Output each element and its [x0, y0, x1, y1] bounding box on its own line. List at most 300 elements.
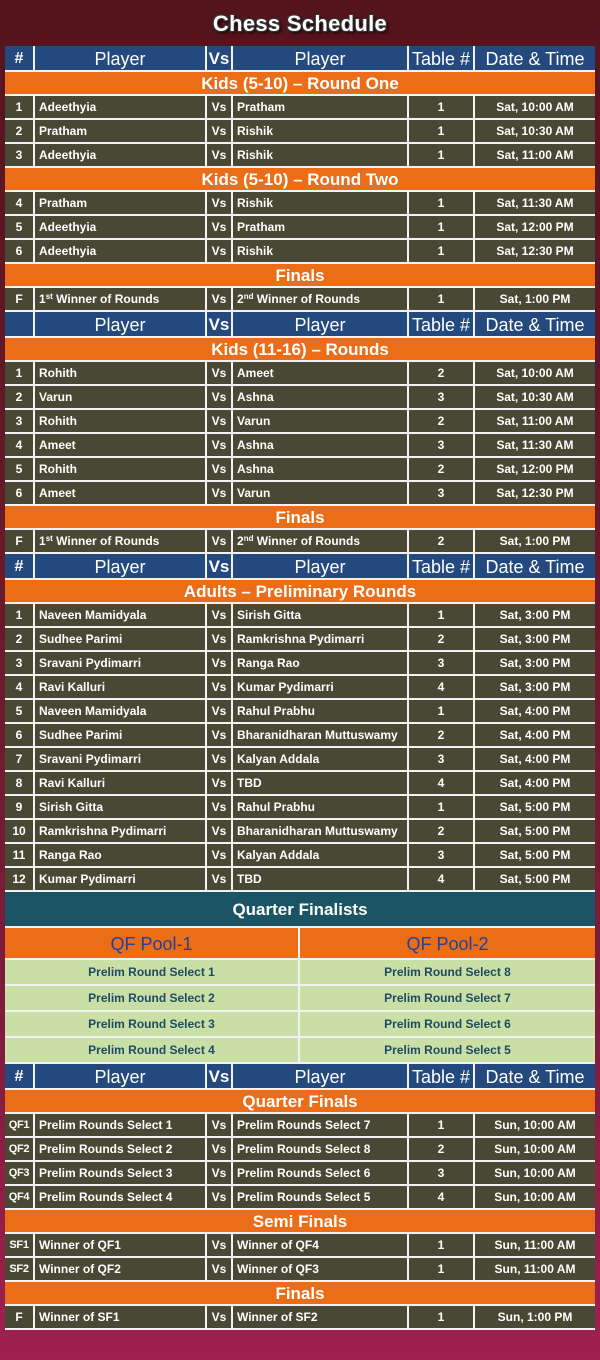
match-table: 2 — [409, 628, 475, 650]
match-num: F — [5, 288, 35, 310]
schedule-page — [5, 0, 595, 1330]
match-time: Sat, 3:00 PM — [499, 632, 571, 646]
match-vs: Vs — [207, 1306, 233, 1328]
header-table: Table # — [409, 1064, 475, 1088]
table-row — [5, 652, 595, 676]
match-vs: Vs — [207, 96, 233, 118]
match-vs: Vs — [207, 288, 233, 310]
match-table: 1 — [409, 120, 475, 142]
quarter-finals-rows — [5, 1114, 595, 1210]
match-num: F — [5, 530, 35, 552]
header-vs: Vs — [207, 554, 233, 578]
match-player2: Rishik — [233, 144, 409, 166]
match-vs: Vs — [207, 458, 233, 480]
player1-rest: Winner of Rounds — [52, 534, 160, 548]
match-player2: Winner of SF2 — [233, 1306, 409, 1328]
match-player2: Ramkrishna Pydimarri — [233, 628, 409, 650]
player2-ordinal: 2 — [237, 292, 244, 306]
header-num: # — [5, 554, 35, 578]
match-player2: Rishik — [233, 120, 409, 142]
table-row — [5, 96, 595, 120]
match-player2: Ashna — [233, 434, 409, 456]
table-row — [5, 772, 595, 796]
pool1-entry: Prelim Round Select 1 — [5, 960, 300, 984]
section-title-kids2-finals: Finals — [5, 506, 595, 530]
match-player2: Bharanidharan Muttuswamy — [233, 820, 409, 842]
match-table: 1 — [409, 604, 475, 626]
match-num: 1 — [5, 96, 35, 118]
pool-row — [5, 960, 595, 986]
semi-finals-rows — [5, 1234, 595, 1282]
match-vs: Vs — [207, 604, 233, 626]
match-player1: Adeethyia — [35, 216, 207, 238]
match-time: Sat, 12:00 PM — [496, 462, 574, 476]
match-player1: Prelim Rounds Select 1 — [35, 1114, 207, 1136]
match-player2: Kalyan Addala — [233, 748, 409, 770]
match-vs: Vs — [207, 700, 233, 722]
header-num — [5, 312, 35, 336]
match-player1: Ameet — [35, 482, 207, 504]
match-table: 1 — [409, 1258, 475, 1280]
match-table: 4 — [409, 868, 475, 890]
match-player1: Pratham — [35, 120, 207, 142]
pool-row — [5, 1012, 595, 1038]
match-player1: Ranga Rao — [35, 844, 207, 866]
match-vs: Vs — [207, 482, 233, 504]
player1-rest: Winner of Rounds — [52, 292, 160, 306]
table-row — [5, 386, 595, 410]
match-table: 1 — [409, 240, 475, 262]
pool1-entry: Prelim Round Select 3 — [5, 1012, 300, 1036]
match-num: 3 — [5, 652, 35, 674]
table-row — [5, 482, 595, 506]
pool2-entry: Prelim Round Select 6 — [384, 1017, 511, 1031]
match-time: Sat, 4:00 PM — [499, 752, 571, 766]
match-player1: Pratham — [35, 192, 207, 214]
header-datetime: Date & Time — [485, 1067, 585, 1087]
match-num: SF2 — [5, 1258, 35, 1280]
match-table: 2 — [409, 724, 475, 746]
match-player1: Sravani Pydimarri — [35, 652, 207, 674]
match-player1: Sravani Pydimarri — [35, 748, 207, 770]
table-row — [5, 748, 595, 772]
table-row — [5, 410, 595, 434]
match-player2: Kalyan Addala — [233, 844, 409, 866]
match-player1 — [35, 530, 207, 552]
match-table: 4 — [409, 1186, 475, 1208]
kids-11-16-rows — [5, 362, 595, 506]
header-table: Table # — [409, 554, 475, 578]
header-datetime: Date & Time — [485, 49, 585, 69]
table-row — [5, 1186, 595, 1210]
match-player1: Ravi Kalluri — [35, 676, 207, 698]
match-table: 3 — [409, 748, 475, 770]
match-time: Sat, 10:30 AM — [496, 390, 574, 404]
match-table: 3 — [409, 844, 475, 866]
match-num: 3 — [5, 144, 35, 166]
header-datetime: Date & Time — [485, 315, 585, 335]
match-num: SF1 — [5, 1234, 35, 1256]
header-player2: Player — [233, 554, 409, 578]
header-vs: Vs — [207, 312, 233, 336]
match-time: Sat, 4:00 PM — [499, 776, 571, 790]
player1-ordinal-suffix: st — [45, 534, 53, 543]
table-row — [5, 216, 595, 240]
page-title: Chess Schedule — [212, 11, 388, 36]
table-row — [5, 1234, 595, 1258]
section-title-adults-prelim: Adults – Preliminary Rounds — [5, 580, 595, 604]
match-vs: Vs — [207, 748, 233, 770]
player2-rest: Winner of Rounds — [253, 534, 361, 548]
match-player1: Naveen Mamidyala — [35, 604, 207, 626]
pool-header-row — [5, 928, 595, 960]
match-time: Sat, 3:00 PM — [499, 608, 571, 622]
pool2-title: QF Pool-2 — [406, 934, 489, 954]
match-vs: Vs — [207, 1234, 233, 1256]
player1-ordinal: 1 — [39, 292, 46, 306]
match-player2: Sirish Gitta — [233, 604, 409, 626]
match-time: Sat, 1:00 PM — [499, 534, 571, 548]
match-vs: Vs — [207, 772, 233, 794]
match-table: 2 — [409, 1138, 475, 1160]
match-vs: Vs — [207, 676, 233, 698]
match-vs: Vs — [207, 192, 233, 214]
match-time: Sun, 10:00 AM — [494, 1142, 576, 1156]
match-player2: Rishik — [233, 192, 409, 214]
match-table: 2 — [409, 820, 475, 842]
pool1-title: QF Pool-1 — [5, 928, 300, 958]
match-table: 2 — [409, 410, 475, 432]
match-table: 2 — [409, 362, 475, 384]
match-vs: Vs — [207, 216, 233, 238]
match-table: 4 — [409, 772, 475, 794]
match-time: Sat, 5:00 PM — [499, 848, 571, 862]
match-player2: Ashna — [233, 458, 409, 480]
table-row — [5, 240, 595, 264]
pool-row — [5, 986, 595, 1012]
table-row — [5, 724, 595, 748]
match-player1: Varun — [35, 386, 207, 408]
match-num: 6 — [5, 724, 35, 746]
section-title-semi-finals: Semi Finals — [5, 1210, 595, 1234]
match-time: Sun, 1:00 PM — [497, 1310, 573, 1324]
match-time: Sat, 10:30 AM — [496, 124, 574, 138]
player2-rest: Winner of Rounds — [253, 292, 361, 306]
match-num: 4 — [5, 676, 35, 698]
match-player2: Pratham — [233, 216, 409, 238]
table-row — [5, 1162, 595, 1186]
section-title-quarter-finals: Quarter Finals — [5, 1090, 595, 1114]
match-time: Sat, 11:00 AM — [496, 414, 574, 428]
match-time: Sat, 10:00 AM — [496, 100, 574, 114]
match-table: 1 — [409, 1234, 475, 1256]
match-time: Sat, 5:00 PM — [499, 824, 571, 838]
match-player1: Adeethyia — [35, 144, 207, 166]
header-table: Table # — [409, 312, 475, 336]
table-row — [5, 1138, 595, 1162]
player2-ordinal: 2 — [237, 534, 244, 548]
match-time: Sun, 10:00 AM — [494, 1190, 576, 1204]
match-table: 1 — [409, 192, 475, 214]
match-num: 6 — [5, 240, 35, 262]
match-vs: Vs — [207, 144, 233, 166]
match-player2: Rahul Prabhu — [233, 796, 409, 818]
match-table: 3 — [409, 652, 475, 674]
match-vs: Vs — [207, 652, 233, 674]
match-num: F — [5, 1306, 35, 1328]
match-num: 4 — [5, 192, 35, 214]
match-player1: Rohith — [35, 362, 207, 384]
header-player1: Player — [35, 46, 207, 70]
match-num: 2 — [5, 386, 35, 408]
table-header — [5, 1064, 595, 1090]
table-row — [5, 1306, 595, 1330]
match-player2: TBD — [233, 868, 409, 890]
match-num: 4 — [5, 434, 35, 456]
match-player1: Adeethyia — [35, 96, 207, 118]
match-player1: Winner of SF1 — [35, 1306, 207, 1328]
match-player2: Ranga Rao — [233, 652, 409, 674]
adult-finals-rows — [5, 1306, 595, 1330]
match-player2: Winner of QF4 — [233, 1234, 409, 1256]
adults-prelim-rows — [5, 604, 595, 892]
match-player1: Kumar Pydimarri — [35, 868, 207, 890]
match-num: 2 — [5, 628, 35, 650]
match-time: Sat, 11:30 AM — [496, 438, 574, 452]
match-player1: Winner of QF1 — [35, 1234, 207, 1256]
match-player2: Prelim Rounds Select 7 — [233, 1114, 409, 1136]
section-title-kids-round-one: Kids (5-10) – Round One — [5, 72, 595, 96]
header-player1: Player — [35, 554, 207, 578]
player2-ordinal-suffix: nd — [243, 534, 254, 543]
table-row — [5, 868, 595, 892]
match-num: QF3 — [5, 1162, 35, 1184]
match-player2: Varun — [233, 482, 409, 504]
match-time: Sat, 4:00 PM — [499, 704, 571, 718]
match-vs: Vs — [207, 1162, 233, 1184]
section-title-adult-finals: Finals — [5, 1282, 595, 1306]
match-num: 7 — [5, 748, 35, 770]
match-vs: Vs — [207, 434, 233, 456]
match-table: 1 — [409, 96, 475, 118]
match-num: QF4 — [5, 1186, 35, 1208]
match-table: 1 — [409, 288, 475, 310]
match-num: 5 — [5, 216, 35, 238]
table-header — [5, 554, 595, 580]
match-num: QF2 — [5, 1138, 35, 1160]
match-player1 — [35, 288, 207, 310]
table-row — [5, 530, 595, 554]
match-time: Sat, 12:30 PM — [496, 486, 574, 500]
table-row — [5, 434, 595, 458]
match-table: 1 — [409, 144, 475, 166]
header-datetime: Date & Time — [485, 557, 585, 577]
section-title-kids-finals: Finals — [5, 264, 595, 288]
pool-row — [5, 1038, 595, 1064]
match-player2: Prelim Rounds Select 5 — [233, 1186, 409, 1208]
table-row — [5, 796, 595, 820]
match-player2 — [233, 530, 409, 552]
match-player1: Ramkrishna Pydimarri — [35, 820, 207, 842]
match-player1: Adeethyia — [35, 240, 207, 262]
match-vs: Vs — [207, 1258, 233, 1280]
section-title-kids-round-two: Kids (5-10) – Round Two — [5, 168, 595, 192]
table-header — [5, 312, 595, 338]
kids-round-two-rows — [5, 192, 595, 264]
match-player2: Pratham — [233, 96, 409, 118]
match-player1: Sudhee Parimi — [35, 724, 207, 746]
match-vs: Vs — [207, 1138, 233, 1160]
match-player2: Bharanidharan Muttuswamy — [233, 724, 409, 746]
match-num: 11 — [5, 844, 35, 866]
match-player1: Sudhee Parimi — [35, 628, 207, 650]
match-player1: Rohith — [35, 410, 207, 432]
match-player2: Prelim Rounds Select 6 — [233, 1162, 409, 1184]
match-player1: Rohith — [35, 458, 207, 480]
header-player2: Player — [233, 46, 409, 70]
header-player2: Player — [233, 312, 409, 336]
table-row — [5, 844, 595, 868]
match-player1: Ravi Kalluri — [35, 772, 207, 794]
header-player1: Player — [35, 1064, 207, 1088]
match-time: Sun, 10:00 AM — [494, 1118, 576, 1132]
header-vs: Vs — [207, 46, 233, 70]
match-player2: Rishik — [233, 240, 409, 262]
table-row — [5, 192, 595, 216]
table-row — [5, 604, 595, 628]
match-table: 2 — [409, 530, 475, 552]
match-vs: Vs — [207, 820, 233, 842]
pool2-entry: Prelim Round Select 7 — [384, 991, 511, 1005]
match-time: Sun, 10:00 AM — [494, 1166, 576, 1180]
match-player1: Prelim Rounds Select 3 — [35, 1162, 207, 1184]
match-vs: Vs — [207, 386, 233, 408]
header-vs: Vs — [207, 1064, 233, 1088]
pool2-entry: Prelim Round Select 5 — [384, 1043, 511, 1057]
match-time: Sat, 10:00 AM — [496, 366, 574, 380]
match-vs: Vs — [207, 796, 233, 818]
match-player1: Sirish Gitta — [35, 796, 207, 818]
match-time: Sat, 3:00 PM — [499, 680, 571, 694]
table-row — [5, 820, 595, 844]
table-header — [5, 46, 595, 72]
table-row — [5, 676, 595, 700]
match-vs: Vs — [207, 1186, 233, 1208]
match-player1: Winner of QF2 — [35, 1258, 207, 1280]
header-num: # — [5, 46, 35, 70]
match-table: 1 — [409, 796, 475, 818]
match-num: 12 — [5, 868, 35, 890]
match-vs: Vs — [207, 362, 233, 384]
match-time: Sat, 5:00 PM — [499, 800, 571, 814]
quarter-finalists-title: Quarter Finalists — [5, 892, 595, 928]
match-table: 3 — [409, 1162, 475, 1184]
pool2-entry: Prelim Round Select 8 — [384, 965, 511, 979]
player2-ordinal-suffix: nd — [243, 292, 254, 301]
match-time: Sat, 5:00 PM — [499, 872, 571, 886]
pool-rows — [5, 960, 595, 1064]
match-time: Sat, 11:00 AM — [496, 148, 574, 162]
match-vs: Vs — [207, 628, 233, 650]
match-vs: Vs — [207, 120, 233, 142]
match-time: Sat, 11:30 AM — [496, 196, 574, 210]
match-num: 1 — [5, 604, 35, 626]
match-player2 — [233, 288, 409, 310]
pool1-entry: Prelim Round Select 2 — [5, 986, 300, 1010]
kids-round-one-rows — [5, 96, 595, 168]
match-table: 3 — [409, 482, 475, 504]
table-row — [5, 362, 595, 386]
table-row — [5, 288, 595, 312]
table-row — [5, 700, 595, 724]
match-num: 8 — [5, 772, 35, 794]
match-time: Sat, 1:00 PM — [499, 292, 571, 306]
match-player2: Rahul Prabhu — [233, 700, 409, 722]
header-player2: Player — [233, 1064, 409, 1088]
match-table: 3 — [409, 434, 475, 456]
match-time: Sat, 12:00 PM — [496, 220, 574, 234]
match-player2: Kumar Pydimarri — [233, 676, 409, 698]
header-player1: Player — [35, 312, 207, 336]
match-table: 1 — [409, 216, 475, 238]
match-num: 6 — [5, 482, 35, 504]
match-player2: Varun — [233, 410, 409, 432]
match-table: 3 — [409, 386, 475, 408]
match-num: 1 — [5, 362, 35, 384]
match-table: 1 — [409, 1306, 475, 1328]
header-num: # — [5, 1064, 35, 1088]
match-num: 3 — [5, 410, 35, 432]
match-player1: Ameet — [35, 434, 207, 456]
match-num: 9 — [5, 796, 35, 818]
match-num: 5 — [5, 458, 35, 480]
match-vs: Vs — [207, 410, 233, 432]
match-num: 5 — [5, 700, 35, 722]
match-table: 2 — [409, 458, 475, 480]
match-table: 1 — [409, 700, 475, 722]
match-vs: Vs — [207, 1114, 233, 1136]
match-player2: TBD — [233, 772, 409, 794]
match-table: 4 — [409, 676, 475, 698]
player1-ordinal-suffix: st — [45, 292, 53, 301]
match-time: Sun, 11:00 AM — [494, 1262, 576, 1276]
match-table: 1 — [409, 1114, 475, 1136]
table-row — [5, 1258, 595, 1282]
match-num: QF1 — [5, 1114, 35, 1136]
match-player2: Winner of QF3 — [233, 1258, 409, 1280]
match-player1: Prelim Rounds Select 2 — [35, 1138, 207, 1160]
match-player2: Ashna — [233, 386, 409, 408]
table-row — [5, 1114, 595, 1138]
match-vs: Vs — [207, 844, 233, 866]
match-vs: Vs — [207, 868, 233, 890]
match-time: Sat, 4:00 PM — [499, 728, 571, 742]
match-time: Sat, 12:30 PM — [496, 244, 574, 258]
pool1-entry: Prelim Round Select 4 — [5, 1038, 300, 1062]
match-time: Sat, 3:00 PM — [499, 656, 571, 670]
table-row — [5, 458, 595, 482]
match-vs: Vs — [207, 240, 233, 262]
match-player2: Prelim Rounds Select 8 — [233, 1138, 409, 1160]
table-row — [5, 628, 595, 652]
match-time: Sun, 11:00 AM — [494, 1238, 576, 1252]
match-player1: Prelim Rounds Select 4 — [35, 1186, 207, 1208]
table-row — [5, 144, 595, 168]
match-num: 10 — [5, 820, 35, 842]
match-vs: Vs — [207, 530, 233, 552]
player1-ordinal: 1 — [39, 534, 46, 548]
header-table: Table # — [409, 46, 475, 70]
